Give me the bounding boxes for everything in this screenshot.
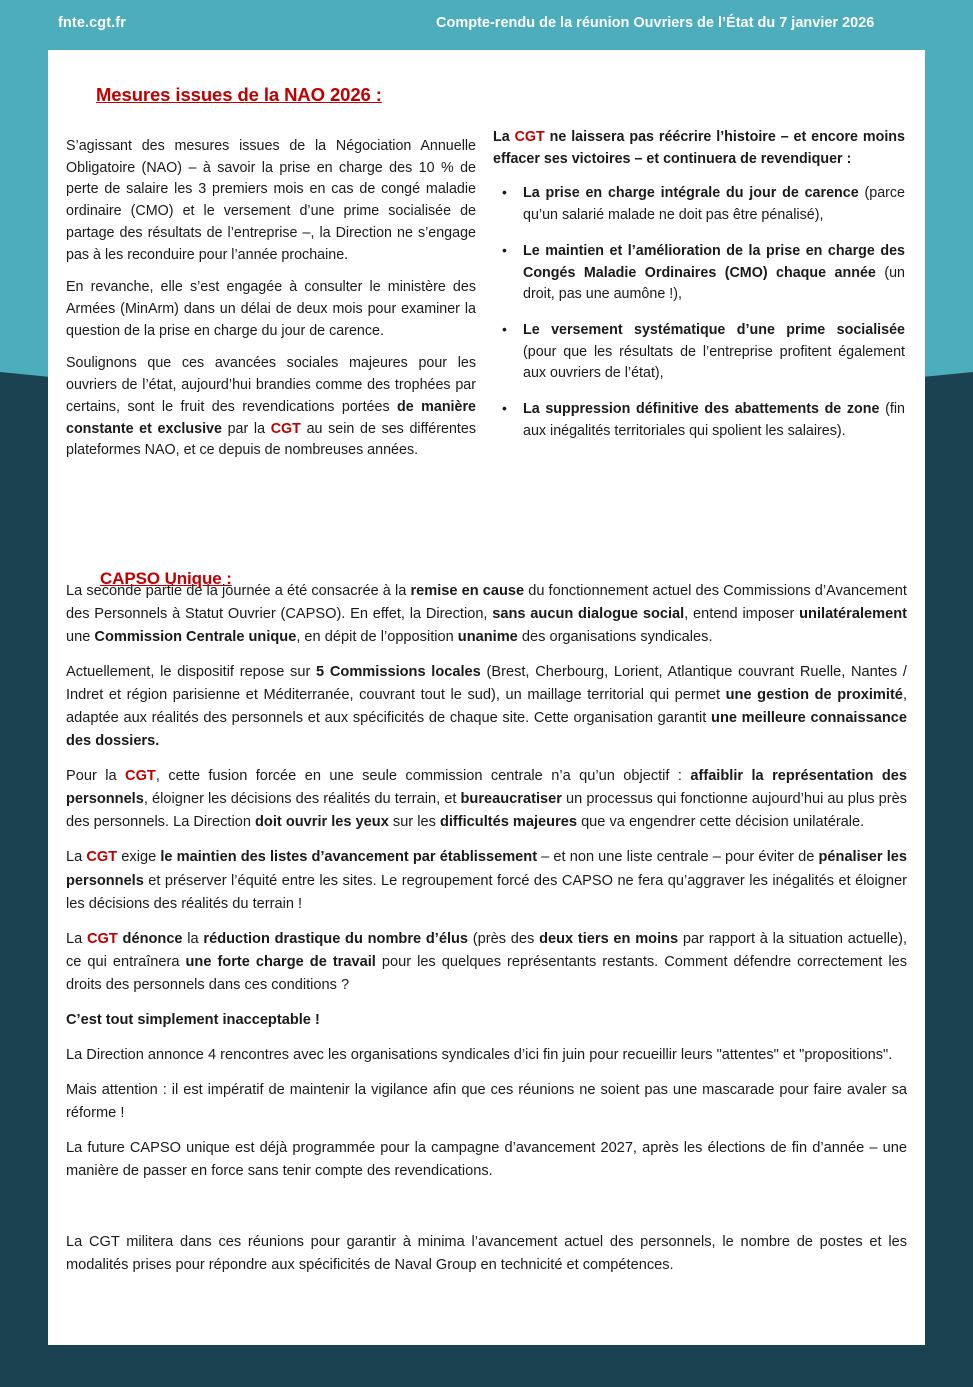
cgt-mention: CGT <box>86 849 118 866</box>
bold-run: deux tiers en moins <box>539 930 679 947</box>
paragraph <box>66 277 476 342</box>
text-run: par la <box>221 420 271 437</box>
nao-intro-paragraph <box>493 127 905 170</box>
text-run: – et non une liste centrale – pour éviter de <box>537 849 819 866</box>
nao-right-column <box>493 127 905 457</box>
bold-run: La suppression définitive des abattements de zone <box>523 401 880 418</box>
bold-run: sans aucun dialogue social <box>492 606 685 623</box>
bold-run: de manière constante et exclusive <box>66 398 476 437</box>
text-run: et préserver l’équité entre les sites. Le regroupement forcé des CAPSO ne fera qu’aggraver les inégalités et éloigner les décisions des réalités du terrain ! <box>66 872 907 912</box>
list-item <box>493 320 905 385</box>
text-run: (un droit, pas une aumône !), <box>523 264 905 303</box>
list-item <box>493 183 905 226</box>
bold-run: pénaliser les personnels <box>66 849 907 889</box>
bold-run: doit ouvrir les yeux <box>255 814 389 831</box>
page-header <box>0 0 973 50</box>
capso-section-body <box>66 580 907 1289</box>
bold-run: dénonce <box>122 930 183 947</box>
text-run: exige <box>117 849 161 866</box>
bold-run: unilatéralement <box>799 606 907 623</box>
bold-run: affaiblir la représentation des personnels <box>66 768 908 808</box>
text-run: au sein de ses différentes plateformes NAO, et ce depuis de nombreuses années. <box>66 420 476 459</box>
text-run: la <box>182 930 204 947</box>
bullet-icon: • <box>502 400 507 417</box>
bold-run: une meilleure connaissance des dossiers. <box>66 710 907 750</box>
bold-run: C’est tout simplement inacceptable ! <box>66 1011 320 1028</box>
text-run: , éloigner les décisions des réalités du terrain, et <box>143 791 461 808</box>
list-item <box>493 241 905 306</box>
bold-run: La prise en charge intégrale du jour de carence <box>523 185 859 202</box>
nao-demands-list <box>493 183 905 442</box>
text-run: du fonctionnement actuel des Commissions d’Avancement des Personnels à Statut Ouvrier (CAPSO). En effet, la Direction, <box>66 583 907 623</box>
text-run: Actuellement, le dispositif repose sur <box>66 664 317 681</box>
paragraph <box>66 136 476 266</box>
bold-run: Commission Centrale unique <box>94 629 297 646</box>
paragraph <box>66 1137 907 1183</box>
text-run: , entend imposer <box>684 606 800 623</box>
site-url-label: fnte.cgt.fr <box>58 15 126 31</box>
text-run: un processus qui fonctionne aujourd’hui au plus près des personnels. La Direction <box>66 791 907 831</box>
header-title: Compte-rendu de la réunion Ouvriers de l’État du 7 janvier 2026 <box>436 15 875 31</box>
text-run: La Direction annonce 4 rencontres avec les organisations syndicales d’ici fin juin pour recueillir leurs "attentes" et "propositions". <box>66 1046 893 1063</box>
text-run: , adaptée aux réalités des personnels et aux spécificités de chaque site. Cette organisation garantit <box>66 687 907 727</box>
text-run: Soulignons que ces avancées sociales majeures pour les ouvriers de l’état, aujourd’hui brandies comme des trophées par certains, sont le fruit des revendications portées <box>66 355 476 415</box>
bullet-icon: • <box>502 321 507 338</box>
text-run: En revanche, elle s’est engagée à consulter le ministère des Armées (MinArm) dans un délai de deux mois pour examiner la question de la prise en charge du jour de carence. <box>66 279 476 339</box>
text-run: pour les quelques représentants restants. Comment défendre correctement les droits des personnels dans ces conditions ? <box>66 953 907 993</box>
two-column-block <box>48 127 925 567</box>
paragraph <box>66 1231 907 1277</box>
bold-run: ne laissera pas réécrire l’histoire – et encore moins effacer ses victoires – et continuera de revendiquer : <box>493 129 905 167</box>
bullet-icon: • <box>502 241 507 258</box>
text-run: (fin aux inégalités territoriales qui spolient les salaires). <box>523 401 905 439</box>
bold-run: bureaucratiser <box>460 791 562 808</box>
document-sheet <box>48 50 925 1345</box>
cgt-mention: CGT <box>86 930 118 947</box>
paragraph <box>66 1079 907 1125</box>
nao-left-column <box>66 136 476 473</box>
cgt-mention: CGT <box>125 768 156 785</box>
bold-run: Le maintien et l’amélioration de la prise en charge des Congés Maladie Ordinaires (CMO) chaque année <box>523 242 905 281</box>
section-title-nao: Mesures issues de la NAO 2026 : <box>96 84 382 105</box>
paragraph <box>66 353 476 462</box>
text-run: (parce qu’un salarié malade ne doit pas être pénalisé), <box>523 185 906 224</box>
paragraph <box>66 846 907 915</box>
bold-run: La <box>493 129 515 145</box>
text-run: La seconde partie de la journée a été consacrée à la <box>66 583 411 599</box>
text-run: des organisations syndicales. <box>517 629 713 646</box>
text-run: Mais attention : il est impératif de maintenir la vigilance afin que ces réunions ne soient pas une mascarade pour faire avaler sa réforme ! <box>66 1081 907 1121</box>
text-run: La CGT militera dans ces réunions pour garantir à minima l’avancement actuel des personnels, le nombre de postes et les modalités prises pour répondre aux spécificités de Naval Group en technicité et compétences. <box>66 1234 907 1274</box>
paragraph <box>66 928 907 997</box>
paragraph <box>66 661 907 753</box>
paragraph <box>66 1009 907 1032</box>
text-run: que va engendrer cette décision unilatérale. <box>577 814 865 831</box>
bold-run: unanime <box>457 629 518 646</box>
text-run: , cette fusion forcée en une seule commission centrale n’a qu’un objectif : <box>155 768 691 785</box>
text-run: La <box>66 930 87 947</box>
bold-run: réduction drastique du nombre d’élus <box>203 930 469 947</box>
bullet-icon: • <box>502 184 507 201</box>
bold-run: remise en cause <box>410 583 525 599</box>
bold-run: 5 Commissions locales <box>316 664 481 681</box>
text-run: une <box>66 629 95 646</box>
text-run: (pour que les résultats de l’entreprise profitent également aux ouvriers de l’état), <box>523 343 905 382</box>
section-title-capso: CAPSO Unique : <box>100 569 232 588</box>
bold-run: Le versement systématique d’une prime socialisée <box>523 322 905 339</box>
text-run: Pour la <box>66 768 126 785</box>
text-run: par rapport à la situation actuelle), ce qui entraînera <box>66 930 908 970</box>
bold-run: une forte charge de travail <box>185 953 376 970</box>
cgt-mention: CGT <box>514 129 545 145</box>
bold-run: difficultés majeures <box>439 814 578 831</box>
paragraph <box>66 765 907 834</box>
text-run: sur les <box>388 814 440 831</box>
cgt-mention: CGT <box>270 420 301 437</box>
text-run: La future CAPSO unique est déjà programmée pour la campagne d’avancement 2027, après les élections de fin d’année – une manière de passer en force sans tenir compte des revendications. <box>66 1139 907 1179</box>
text-run: , en dépit de l’opposition <box>296 629 458 646</box>
list-item <box>493 399 905 442</box>
bold-run: le maintien des listes d’avancement par établissement <box>160 849 538 866</box>
text-run: La <box>66 849 87 866</box>
paragraph <box>66 1044 907 1067</box>
text-run: S’agissant des mesures issues de la Négociation Annuelle Obligatoire (NAO) – à savoir la prise en charge des 10 % de perte de salaire les 3 premiers mois en cas de congé maladie ordinaire (CMO) et le versement d’une prime socialisée de partage des résultats de l’entreprise –, la Direction ne s’engage pas à les reconduire pour l’année prochaine. <box>66 138 476 263</box>
bold-run: une gestion de proximité <box>725 687 903 704</box>
text-run: (près des <box>468 930 540 947</box>
text-run: (Brest, Cherbourg, Lorient, Atlantique couvrant Ruelle, Nantes / Indret et région parisienne et Méditerranée, couvrant tout le sud), un maillage territorial qui permet <box>66 664 907 704</box>
